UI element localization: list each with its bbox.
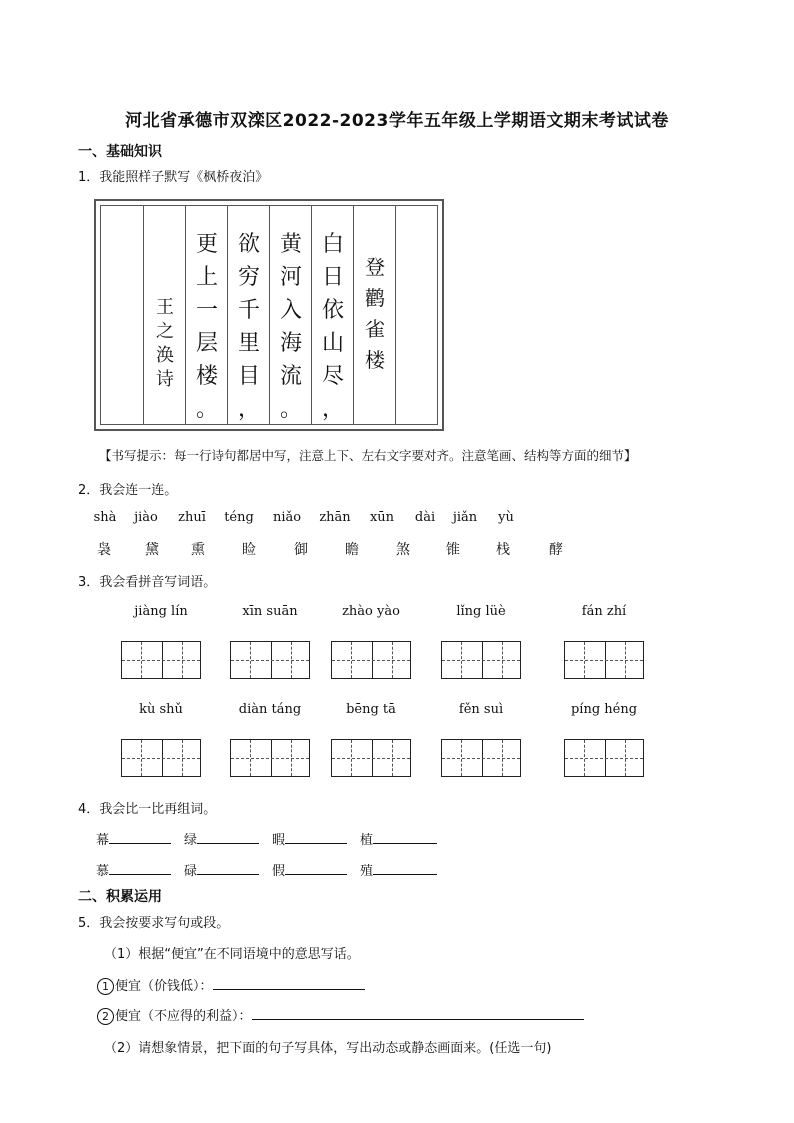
pinyin-word: diàn táng — [238, 702, 302, 717]
poem-title-character: 登 — [365, 255, 385, 279]
poem-character: 海 — [279, 331, 302, 356]
poem-line-4-column — [185, 206, 228, 424]
character-item[interactable]: 酵 — [549, 542, 563, 558]
poem-character: 黄 — [279, 232, 302, 257]
number-circle: 2 — [97, 1008, 114, 1025]
tian-zi-ge-box[interactable] — [564, 739, 644, 777]
pinyin-item[interactable]: niǎo — [272, 510, 302, 525]
tian-zi-ge-box[interactable] — [441, 641, 521, 679]
grid-guide-line — [565, 660, 643, 661]
character-item[interactable]: 煞 — [396, 542, 410, 558]
compare-word-item — [272, 860, 347, 879]
answer-line-1 — [97, 975, 365, 995]
poem-character: 穷 — [237, 265, 260, 290]
word-blank[interactable] — [197, 860, 259, 875]
character-item[interactable]: 栈 — [496, 542, 510, 558]
poem-character: 河 — [279, 265, 302, 290]
poem-character: 一 — [195, 298, 218, 323]
number-circle: 1 — [97, 978, 114, 995]
item-2-label: 便宜（不应得的利益）： — [115, 1009, 252, 1024]
word-blank[interactable] — [373, 860, 437, 875]
answer-blank-1[interactable] — [213, 975, 365, 990]
compare-character: 碌 — [184, 864, 198, 879]
compare-character: 殖 — [360, 864, 374, 879]
pinyin-item[interactable]: zhuī — [178, 510, 206, 525]
poem-character: 里 — [237, 331, 260, 356]
compare-word-item — [96, 860, 171, 879]
compare-character: 假 — [272, 864, 286, 879]
poem-character: 日 — [321, 265, 344, 290]
grid-guide-line — [231, 758, 309, 759]
section-heading-application: 二、积累运用 — [78, 889, 162, 905]
word-blank[interactable] — [197, 829, 259, 844]
question-5-sub-2: （2）请想象情景，把下面的句子写具体，写出动态或静态画面来。(任选一句) — [104, 1041, 552, 1056]
section-heading-basic: 一、基础知识 — [78, 144, 162, 160]
pinyin-word: jiàng lín — [134, 604, 188, 619]
grid-guide-line — [565, 758, 643, 759]
question-5-prompt: 5．我会按要求写句或段。 — [78, 916, 230, 931]
pinyin-word: bēng tā — [346, 702, 396, 717]
poem-character: 尽 — [321, 364, 344, 389]
poem-line-3-column — [227, 206, 270, 424]
poem-character: 山 — [321, 331, 344, 356]
poem-author-character: 之 — [156, 321, 174, 342]
answer-blank-2[interactable] — [252, 1005, 584, 1020]
grid-guide-line — [332, 758, 410, 759]
compare-character: 植 — [360, 833, 374, 848]
character-item[interactable]: 御 — [294, 542, 308, 558]
poem-character: 千 — [237, 298, 260, 323]
poem-line-1-column — [311, 206, 354, 424]
answer-line-2 — [97, 1005, 584, 1025]
grid-guide-line — [122, 758, 200, 759]
tian-zi-ge-box[interactable] — [121, 739, 201, 777]
poem-character: ， — [321, 397, 344, 422]
grid-guide-line — [442, 758, 520, 759]
poem-character: 楼 — [195, 364, 218, 389]
poem-character: 更 — [195, 232, 218, 257]
tian-zi-ge-box[interactable] — [121, 641, 201, 679]
tian-zi-ge-box[interactable] — [564, 641, 644, 679]
poem-character: 上 — [195, 265, 218, 290]
question-4-prompt: 4．我会比一比再组词。 — [78, 802, 217, 817]
pinyin-word: lǐng lüè — [456, 604, 506, 619]
character-item[interactable]: 瞻 — [345, 542, 359, 558]
character-item[interactable]: 熏 — [191, 542, 205, 558]
poem-character: ， — [237, 397, 260, 422]
grid-guide-line — [122, 660, 200, 661]
tian-zi-ge-box[interactable] — [441, 739, 521, 777]
pinyin-item[interactable]: jiào — [134, 510, 158, 525]
poem-character: 欲 — [237, 232, 260, 257]
word-blank[interactable] — [373, 829, 437, 844]
character-item[interactable]: 袅 — [97, 542, 111, 558]
poem-title-character: 鹳 — [365, 286, 385, 310]
word-blank[interactable] — [285, 860, 347, 875]
pinyin-word: kù shǔ — [139, 702, 183, 717]
grid-guide-line — [332, 660, 410, 661]
poem-character: 白 — [321, 232, 344, 257]
pinyin-item[interactable]: dài — [414, 510, 436, 525]
poem-title-column — [353, 206, 396, 424]
question-2-prompt: 2．我会连一连。 — [78, 483, 178, 498]
grid-guide-line — [442, 660, 520, 661]
poem-character: 目 — [237, 364, 260, 389]
question-1-prompt: 1．我能照样子默写《枫桥夜泊》 — [78, 170, 269, 185]
pinyin-item[interactable]: zhān — [319, 510, 351, 525]
poem-character: 依 — [321, 298, 344, 323]
compare-word-item — [360, 860, 437, 879]
compare-word-item — [184, 860, 259, 879]
poem-title-character: 雀 — [365, 317, 385, 341]
character-item[interactable]: 锥 — [446, 542, 460, 558]
poem-character: 层 — [195, 331, 218, 356]
poem-sample-sheet — [94, 199, 444, 431]
pinyin-word: píng héng — [570, 702, 638, 717]
poem-author-column — [143, 206, 186, 424]
compare-character: 绿 — [184, 833, 198, 848]
pinyin-item[interactable]: shà — [93, 510, 117, 525]
compare-word-item — [184, 829, 259, 848]
pinyin-word: zhào yào — [342, 604, 400, 619]
word-blank[interactable] — [285, 829, 347, 844]
question-5-sub-1: （1）根据“便宜”在不同语境中的意思写话。 — [104, 947, 360, 962]
page-title: 河北省承德市双滦区2022-2023学年五年级上学期语文期末考试试卷 — [125, 111, 669, 131]
compare-word-item — [272, 829, 347, 848]
poem-character: 流 — [279, 364, 302, 389]
poem-empty-column — [395, 206, 438, 424]
compare-character: 暇 — [272, 833, 286, 848]
pinyin-word: fán zhí — [581, 604, 627, 619]
compare-word-item — [360, 829, 437, 848]
pinyin-word: xīn suān — [242, 604, 298, 619]
tian-zi-ge-box[interactable] — [331, 739, 411, 777]
tian-zi-ge-box[interactable] — [331, 641, 411, 679]
item-1-label: 便宜（价钱低）： — [115, 979, 213, 994]
poem-character: 入 — [279, 298, 302, 323]
poem-author-character: 王 — [156, 297, 174, 318]
poem-character: 。 — [279, 397, 302, 422]
pinyin-word: fěn suì — [458, 702, 504, 717]
writing-tip: 【书写提示：每一行诗句都居中写，注意上下、左右文字要对齐。注意笔画、结构等方面的细节】 — [99, 448, 637, 463]
pinyin-item[interactable]: xūn — [369, 510, 395, 525]
character-item[interactable]: 睑 — [242, 542, 256, 558]
question-3-prompt: 3．我会看拼音写词语。 — [78, 575, 217, 590]
tian-zi-ge-box[interactable] — [230, 739, 310, 777]
character-item[interactable]: 黛 — [145, 542, 159, 558]
grid-guide-line — [231, 660, 309, 661]
pinyin-item[interactable]: yù — [498, 510, 514, 525]
poem-line-2-column — [269, 206, 312, 424]
tian-zi-ge-box[interactable] — [230, 641, 310, 679]
compare-character: 幕 — [96, 833, 110, 848]
word-blank[interactable] — [109, 860, 171, 875]
compare-word-item — [96, 829, 171, 848]
poem-character: 。 — [195, 397, 218, 422]
poem-title-character: 楼 — [365, 348, 385, 372]
pinyin-item[interactable]: téng — [224, 510, 254, 525]
poem-author-character: 涣 — [156, 345, 174, 366]
poem-author-character: 诗 — [156, 369, 174, 390]
poem-empty-column — [101, 206, 143, 424]
pinyin-item[interactable]: jiǎn — [452, 510, 478, 525]
compare-character: 慕 — [96, 864, 110, 879]
word-blank[interactable] — [109, 829, 171, 844]
